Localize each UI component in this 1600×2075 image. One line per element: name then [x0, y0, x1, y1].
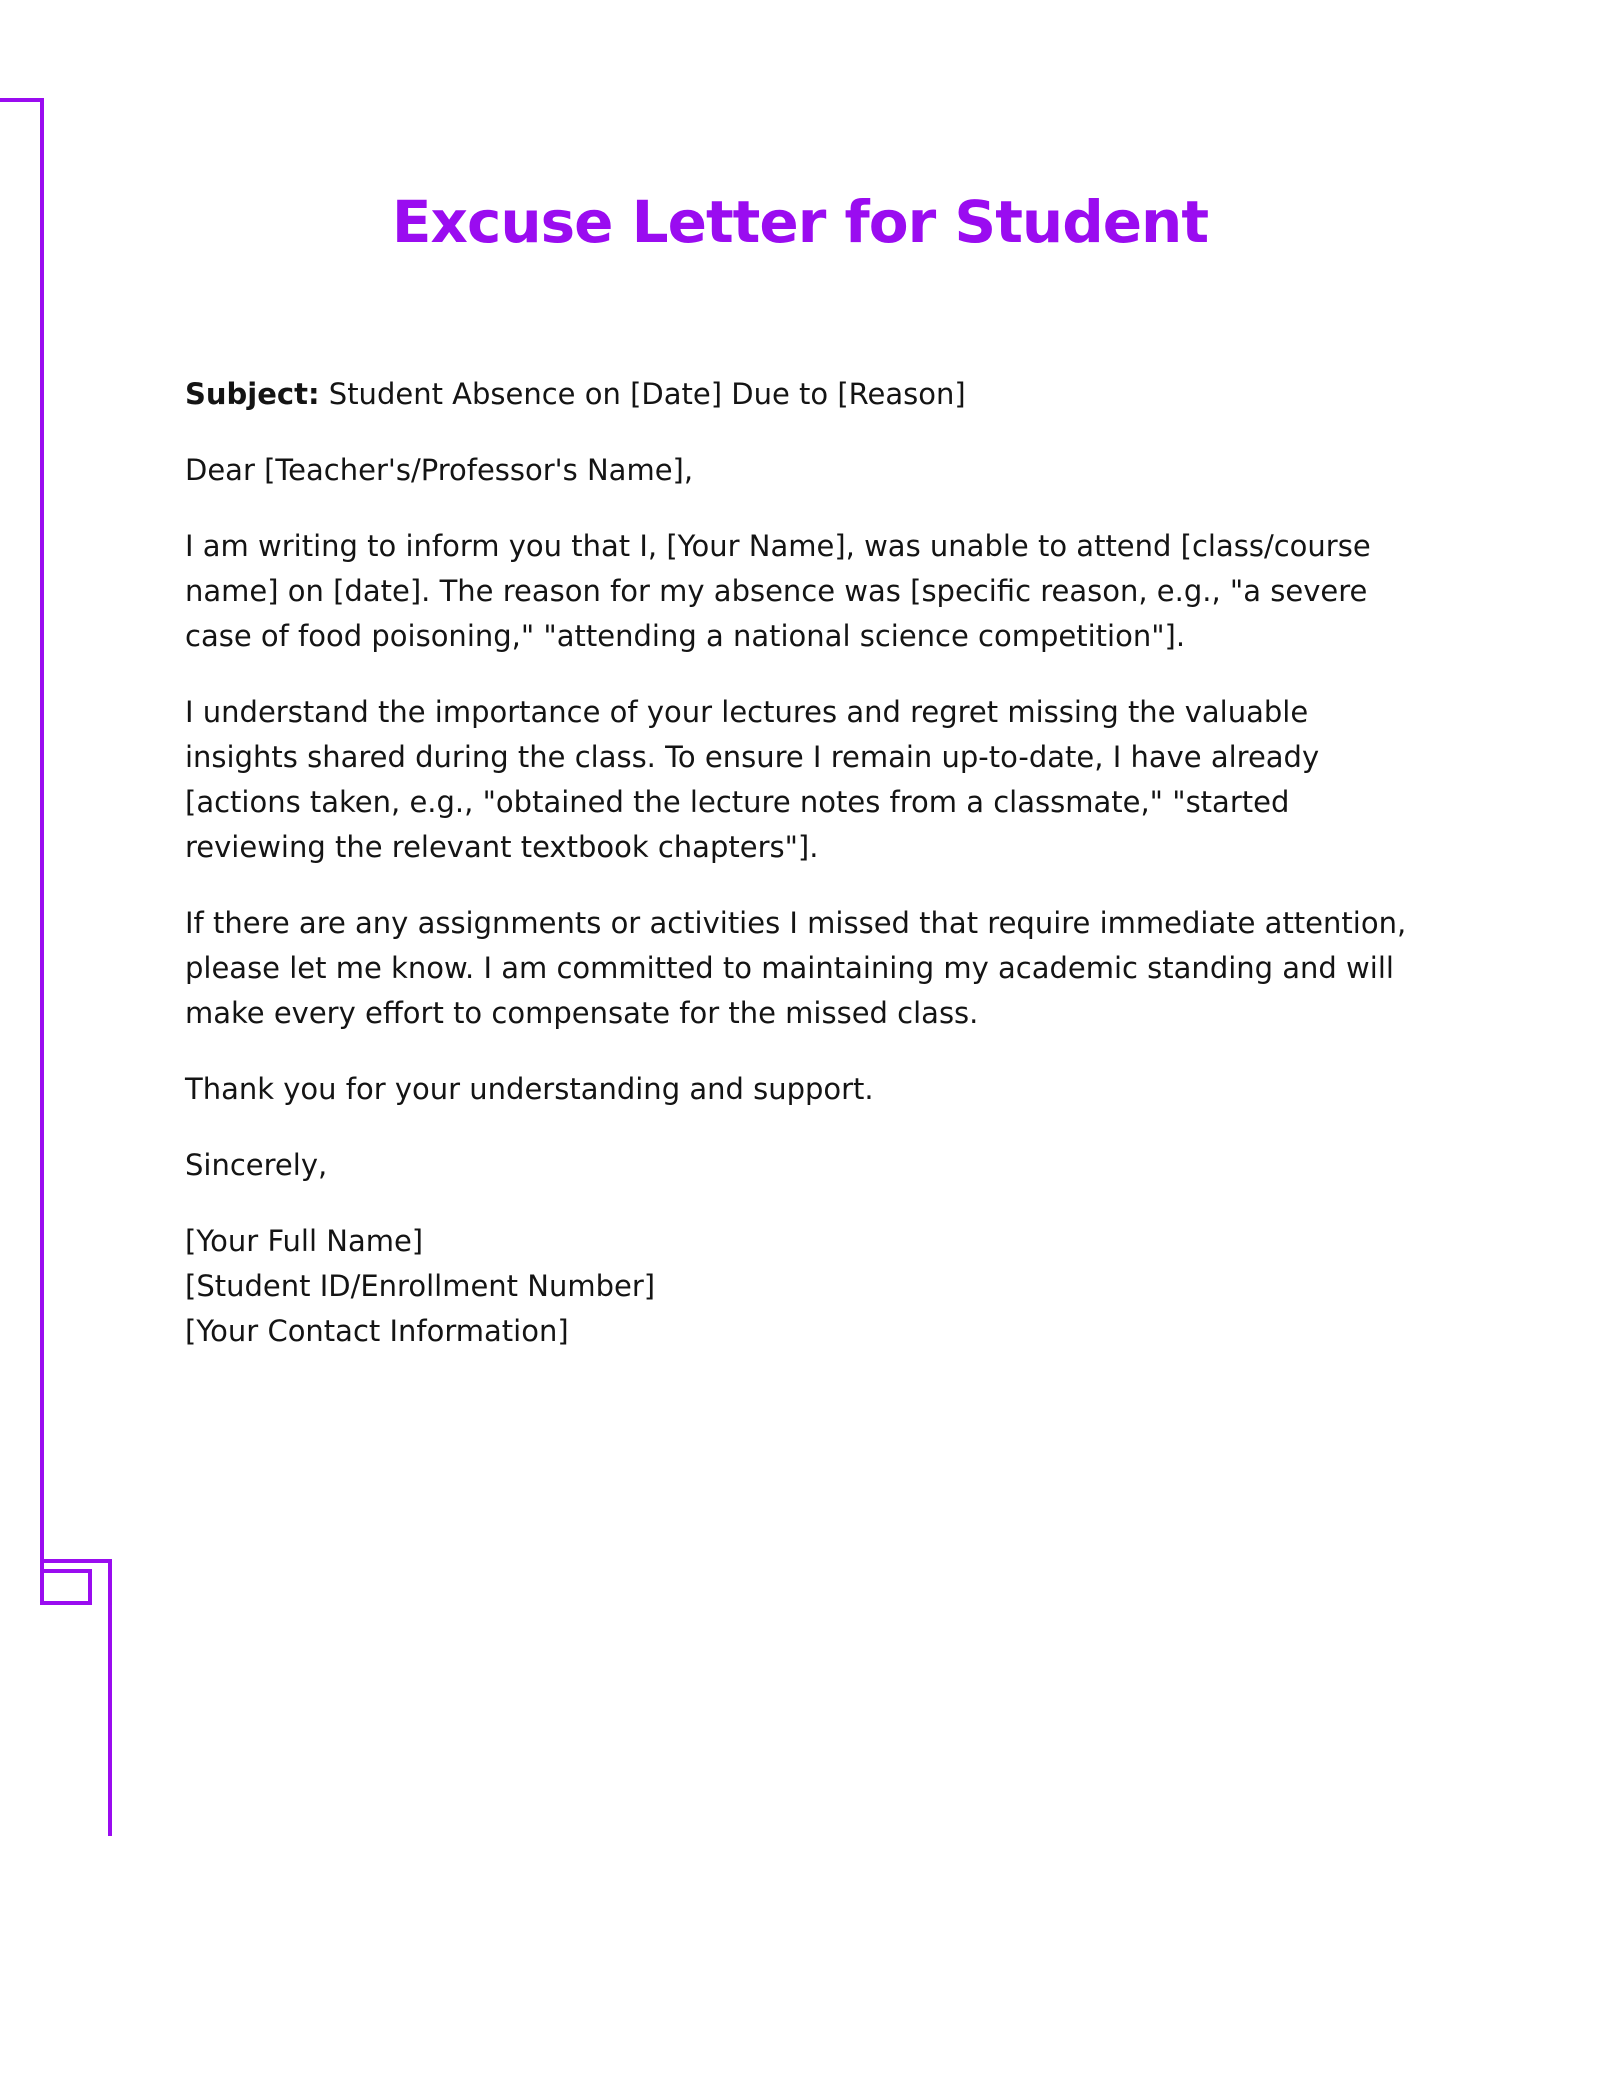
- signature-student-id: [Student ID/Enrollment Number]: [185, 1269, 656, 1303]
- paragraph-intro: I am writing to inform you that I, [Your Name], was unable to attend [class/course name] on [date]. The reason for my absence was [specific reason, e.g., "a severe case of food poisoning," "attending a national science competition"].: [185, 529, 1371, 653]
- signature-contact: [Your Contact Information]: [185, 1314, 569, 1348]
- salutation: Dear [Teacher's/Professor's Name],: [185, 453, 694, 487]
- border-top-line: [0, 100, 42, 1603]
- paragraph-regret: I understand the importance of your lectures and regret missing the valuable insights shared during the class. To ensure I remain up-to-date, I have already [actions taken, e.g., "obtained the lecture notes from a classmate," "started reviewing the relevant textbook chapters"].: [185, 695, 1320, 864]
- paragraph-thanks: Thank you for your understanding and support.: [185, 1072, 874, 1106]
- border-square: [42, 1571, 90, 1603]
- signature-block: [185, 1219, 1415, 1354]
- letter-body: [185, 372, 1415, 1385]
- subject-line: [185, 372, 1415, 417]
- paragraph-assignments: If there are any assignments or activities I missed that require immediate attention, please let me know. I am committed to maintaining my academic standing and will make every effort to compensate for the missed class.: [185, 906, 1407, 1030]
- subject-text: Student Absence on [Date] Due to [Reason]: [319, 377, 966, 411]
- page-title: Excuse Letter for Student: [391, 188, 1209, 256]
- signature-name: [Your Full Name]: [185, 1224, 424, 1258]
- subject-label: Subject:: [185, 377, 320, 411]
- closing: Sincerely,: [185, 1148, 328, 1182]
